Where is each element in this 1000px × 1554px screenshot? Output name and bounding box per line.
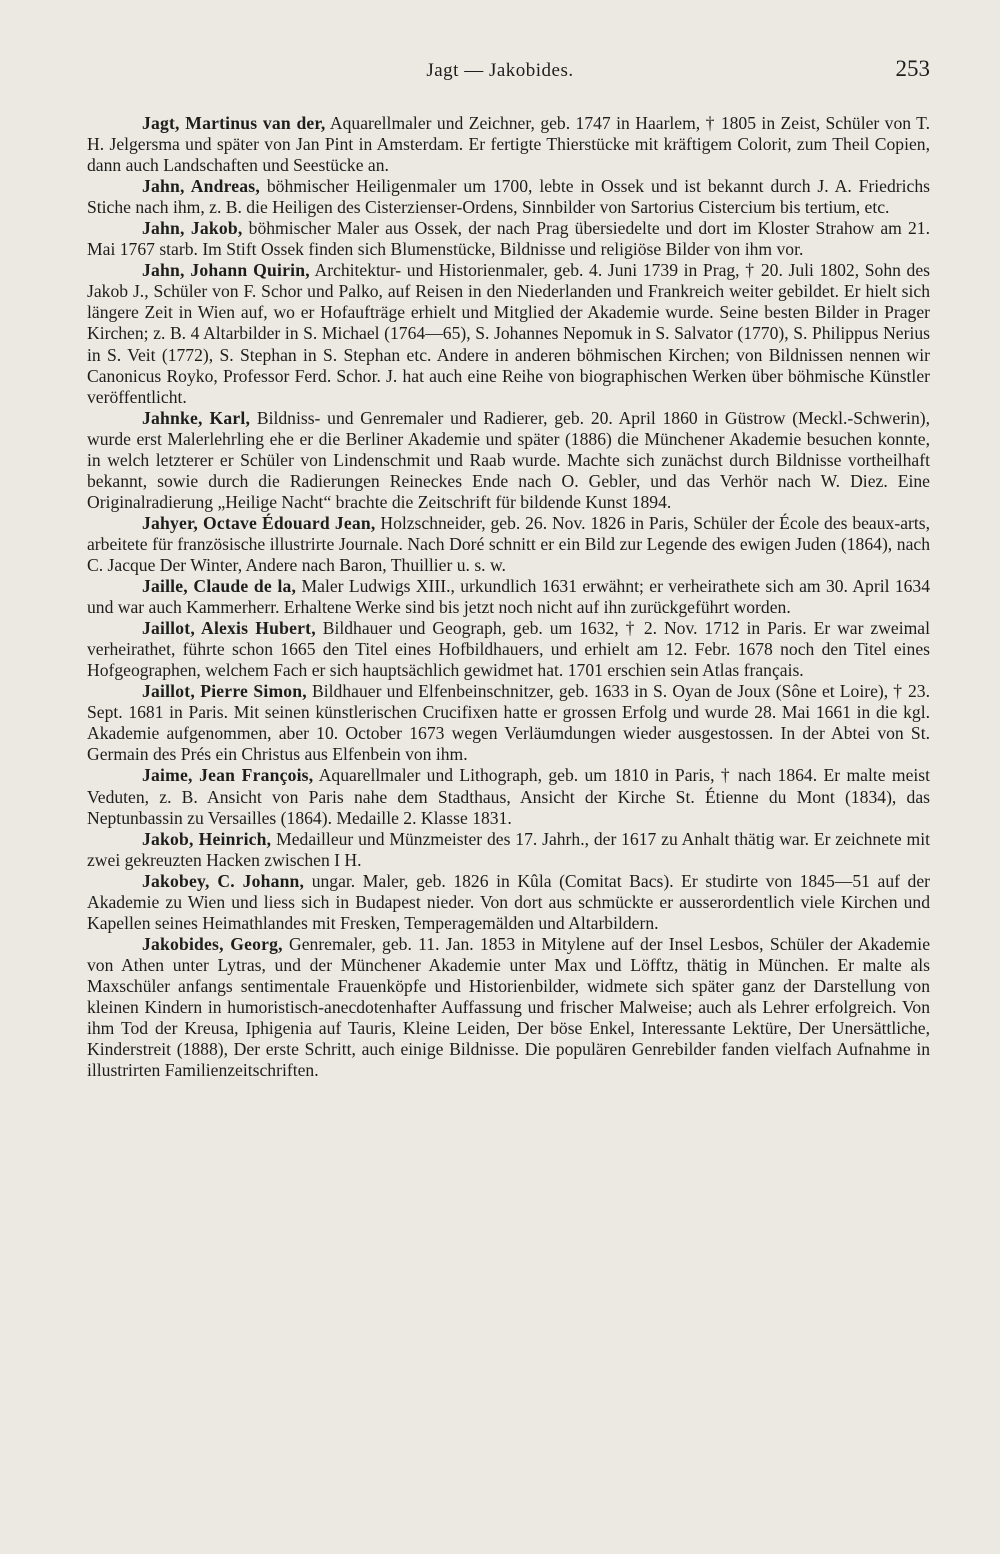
entry-jahnke-karl <box>87 408 930 513</box>
entry-list <box>87 113 930 1081</box>
entry-jakobides-georg <box>87 934 930 1081</box>
entry-text: ungar. Maler, geb. 1826 in Kûla (Comitat Bacs). Er studirte von 1845—51 auf der Akademie zu Wien und liess sich in Budapest nieder. Von dort aus schmückte er ausserordentlich viele Kirchen und Kapellen seines Heimathlandes mit Fresken, Temperagemälden und Altarbildern. <box>87 870 930 933</box>
entry-text: Bildhauer und Geograph, geb. um 1632, † 2. Nov. 1712 in Paris. Er war zweimal verheirathet, führte schon 1665 den Titel eines Hofbildhauers, und erhielt am 12. Febr. 1678 noch den Titel eines Hofgeographen, welchem Fach er sich hauptsächlich gewidmet hat. 1701 erschien sein Atlas français. <box>87 618 930 681</box>
entry-text: Maler Ludwigs XIII., urkundlich 1631 erwähnt; er verheirathete sich am 30. April 1634 und war auch Kammerherr. Erhaltene Werke sind bis jetzt noch nicht auf ihn zurückgeführt worden. <box>87 576 931 618</box>
entry-jagt <box>87 113 930 176</box>
entry-jaime-jean <box>87 765 930 828</box>
entry-text: Medailleur und Münzmeister des 17. Jahrh., der 1617 zu Anhalt thätig war. Er zeichnete mit zwei gekreuzten Hacken zwischen I H. <box>87 828 930 870</box>
entry-name: Jahnke, Karl, <box>142 407 251 428</box>
entry-name: Jahn, Andreas, <box>142 176 260 197</box>
entry-jahn-jakob <box>87 218 930 260</box>
entry-jahn-andreas <box>87 176 930 218</box>
entry-name: Jaille, Claude de la, <box>142 576 297 597</box>
page-number: 253 <box>895 56 930 81</box>
entry-name: Jaime, Jean François, <box>142 765 314 786</box>
page-header <box>0 56 1000 90</box>
entry-name: Jaillot, Pierre Simon, <box>142 681 307 702</box>
entry-name: Jakobides, Georg, <box>142 933 283 954</box>
entry-jakobey-johann <box>87 871 930 934</box>
entry-jahyer-octave <box>87 513 930 576</box>
entry-jaille-claude <box>87 576 930 618</box>
entry-text: Holzschneider, geb. 26. Nov. 1826 in Paris, Schüler der École des beaux-arts, arbeitete für französische illustrirte Journale. Nach Doré schnitt er ein Bild zur Legende des ewigen Juden (1864), nach C. Jacque Der Winter, Andere nach Baron, Thuillier u. s. w. <box>87 512 930 575</box>
entry-jaillot-alexis <box>87 618 930 681</box>
entry-text: böhmischer Maler aus Ossek, der nach Prag übersiedelte und dort im Kloster Strahow am 21. Mai 1767 starb. Im Stift Ossek finden sich Blumenstücke, Bildnisse und religiöse Bilder von ihm vor. <box>87 218 930 260</box>
entry-text: Aquarellmaler und Zeichner, geb. 1747 in Haarlem, † 1805 in Zeist, Schüler von T. H. Jelgersma und später von Jan Pint in Amsterdam. Er fertigte Thierstücke mit kräftigem Colorit, zum Theil Copien, dann auch Landschaften und Seestücke an. <box>87 113 931 176</box>
entry-name: Jakob, Heinrich, <box>142 828 272 849</box>
entry-jaillot-pierre <box>87 681 930 765</box>
entry-text: Bildniss- und Genremaler und Radierer, geb. 20. April 1860 in Güstrow (Meckl.-Schwerin), wurde erst Malerlehrling ehe er die Berliner Akademie und später (1886) die Münchener Akademie besuchen konnte, in welch letzterer er Schüler von Lindenschmit und Raab wurde. Machte sich zunächst durch Bildnisse vortheilhaft bekannt, sowie durch die Radierungen Reineckes Ende nach O. Gebler, und das Verhör nach W. Diez. Eine Originalradierung „Heilige Nacht“ brachte die Zeitschrift für bildende Kunst 1894. <box>87 407 930 512</box>
entry-name: Jahn, Johann Quirin, <box>142 260 310 281</box>
entry-jakob-heinrich <box>87 829 930 871</box>
running-title: Jagt — Jakobides. <box>426 60 574 81</box>
entry-text: Aquarellmaler und Lithograph, geb. um 1810 in Paris, † nach 1864. Er malte meist Veduten, z. B. Ansicht von Paris nahe dem Stadthaus, Ansicht der Kirche St. Étienne du Mont (1834), das Neptunbassin zu Versailles (1864). Medaille 2. Klasse 1831. <box>87 765 930 828</box>
entry-name: Jahn, Jakob, <box>142 218 243 239</box>
entry-name: Jakobey, C. Johann, <box>142 870 305 891</box>
entry-text: Architektur- und Historienmaler, geb. 4. Juni 1739 in Prag, † 20. Juli 1802, Sohn des Jakob J., Schüler von F. Schor und Palko, auf Reisen in den Niederlanden und Frankreich weiter gebildet. Er hielt sich längere Zeit in Wien auf, wo er Hofaufträge erhielt und Mitglied der Akademie wurde. Seine besten Bilder in Prager Kirchen; z. B. 4 Altarbilder in S. Michael (1764—65), S. Johannes Nepomuk in S. Salvator (1770), S. Philippus Nerius in S. Veit (1772), S. Stephan in S. Stephan etc. Andere in anderen böhmischen Kirchen; von Bildnissen nennen wir Canonicus Royko, Professor Ferd. Schor. J. hat auch eine Reihe von biographischen Werken über böhmische Künstler veröffentlicht. <box>87 260 931 407</box>
entry-text: Genremaler, geb. 11. Jan. 1853 in Mitylene auf der Insel Lesbos, Schüler der Akademie von Athen unter Lytras, und der Münchener Akademie unter Max und Löfftz, thätig in München. Er malte als Maxschüler anfangs sentimentale Frauenköpfe und Historienbilder, widmete sich später ganz der Darstellung von kleinen Kindern in humoristisch-anecdotenhafter Auffassung und frischer Malweise; auch als Lehrer erfolgreich. Von ihm Tod der Kreusa, Iphigenia auf Tauris, Kleine Leiden, Der böse Enkel, Interessante Lektüre, Der Unersättliche, Kinderstreit (1888), Der erste Schritt, auch einige Bildnisse. Die populären Genrebilder fanden vielfach Aufnahme in illustrirten Familienzeitschriften. <box>87 933 931 1081</box>
entry-name: Jaillot, Alexis Hubert, <box>142 618 316 639</box>
entry-name: Jagt, Martinus van der, <box>142 113 326 133</box>
entry-name: Jahyer, Octave Édouard Jean, <box>142 512 376 533</box>
entry-jahn-johann-quirin <box>87 260 930 407</box>
entry-text: Bildhauer und Elfenbeinschnitzer, geb. 1633 in S. Oyan de Joux (Sône et Loire), † 23. Sept. 1681 in Paris. Mit seinen künstlerischen Crucifixen hatte er grossen Erfolg und wurde 28. Mai 1661 in die kgl. Akademie aufgenommen, aber 10. October 1673 wegen Verläumdungen wieder ausgestossen. In der Abtei von St. Germain des Prés ein Christus aus Elfenbein von ihm. <box>87 681 930 765</box>
entry-text: böhmischer Heiligenmaler um 1700, lebte in Ossek und ist bekannt durch J. A. Friedrichs Stiche nach ihm, z. B. die Heiligen des Cisterzienser-Ordens, Sinnbilder von Sartorius Cistercium bis tertium, etc. <box>87 176 930 218</box>
